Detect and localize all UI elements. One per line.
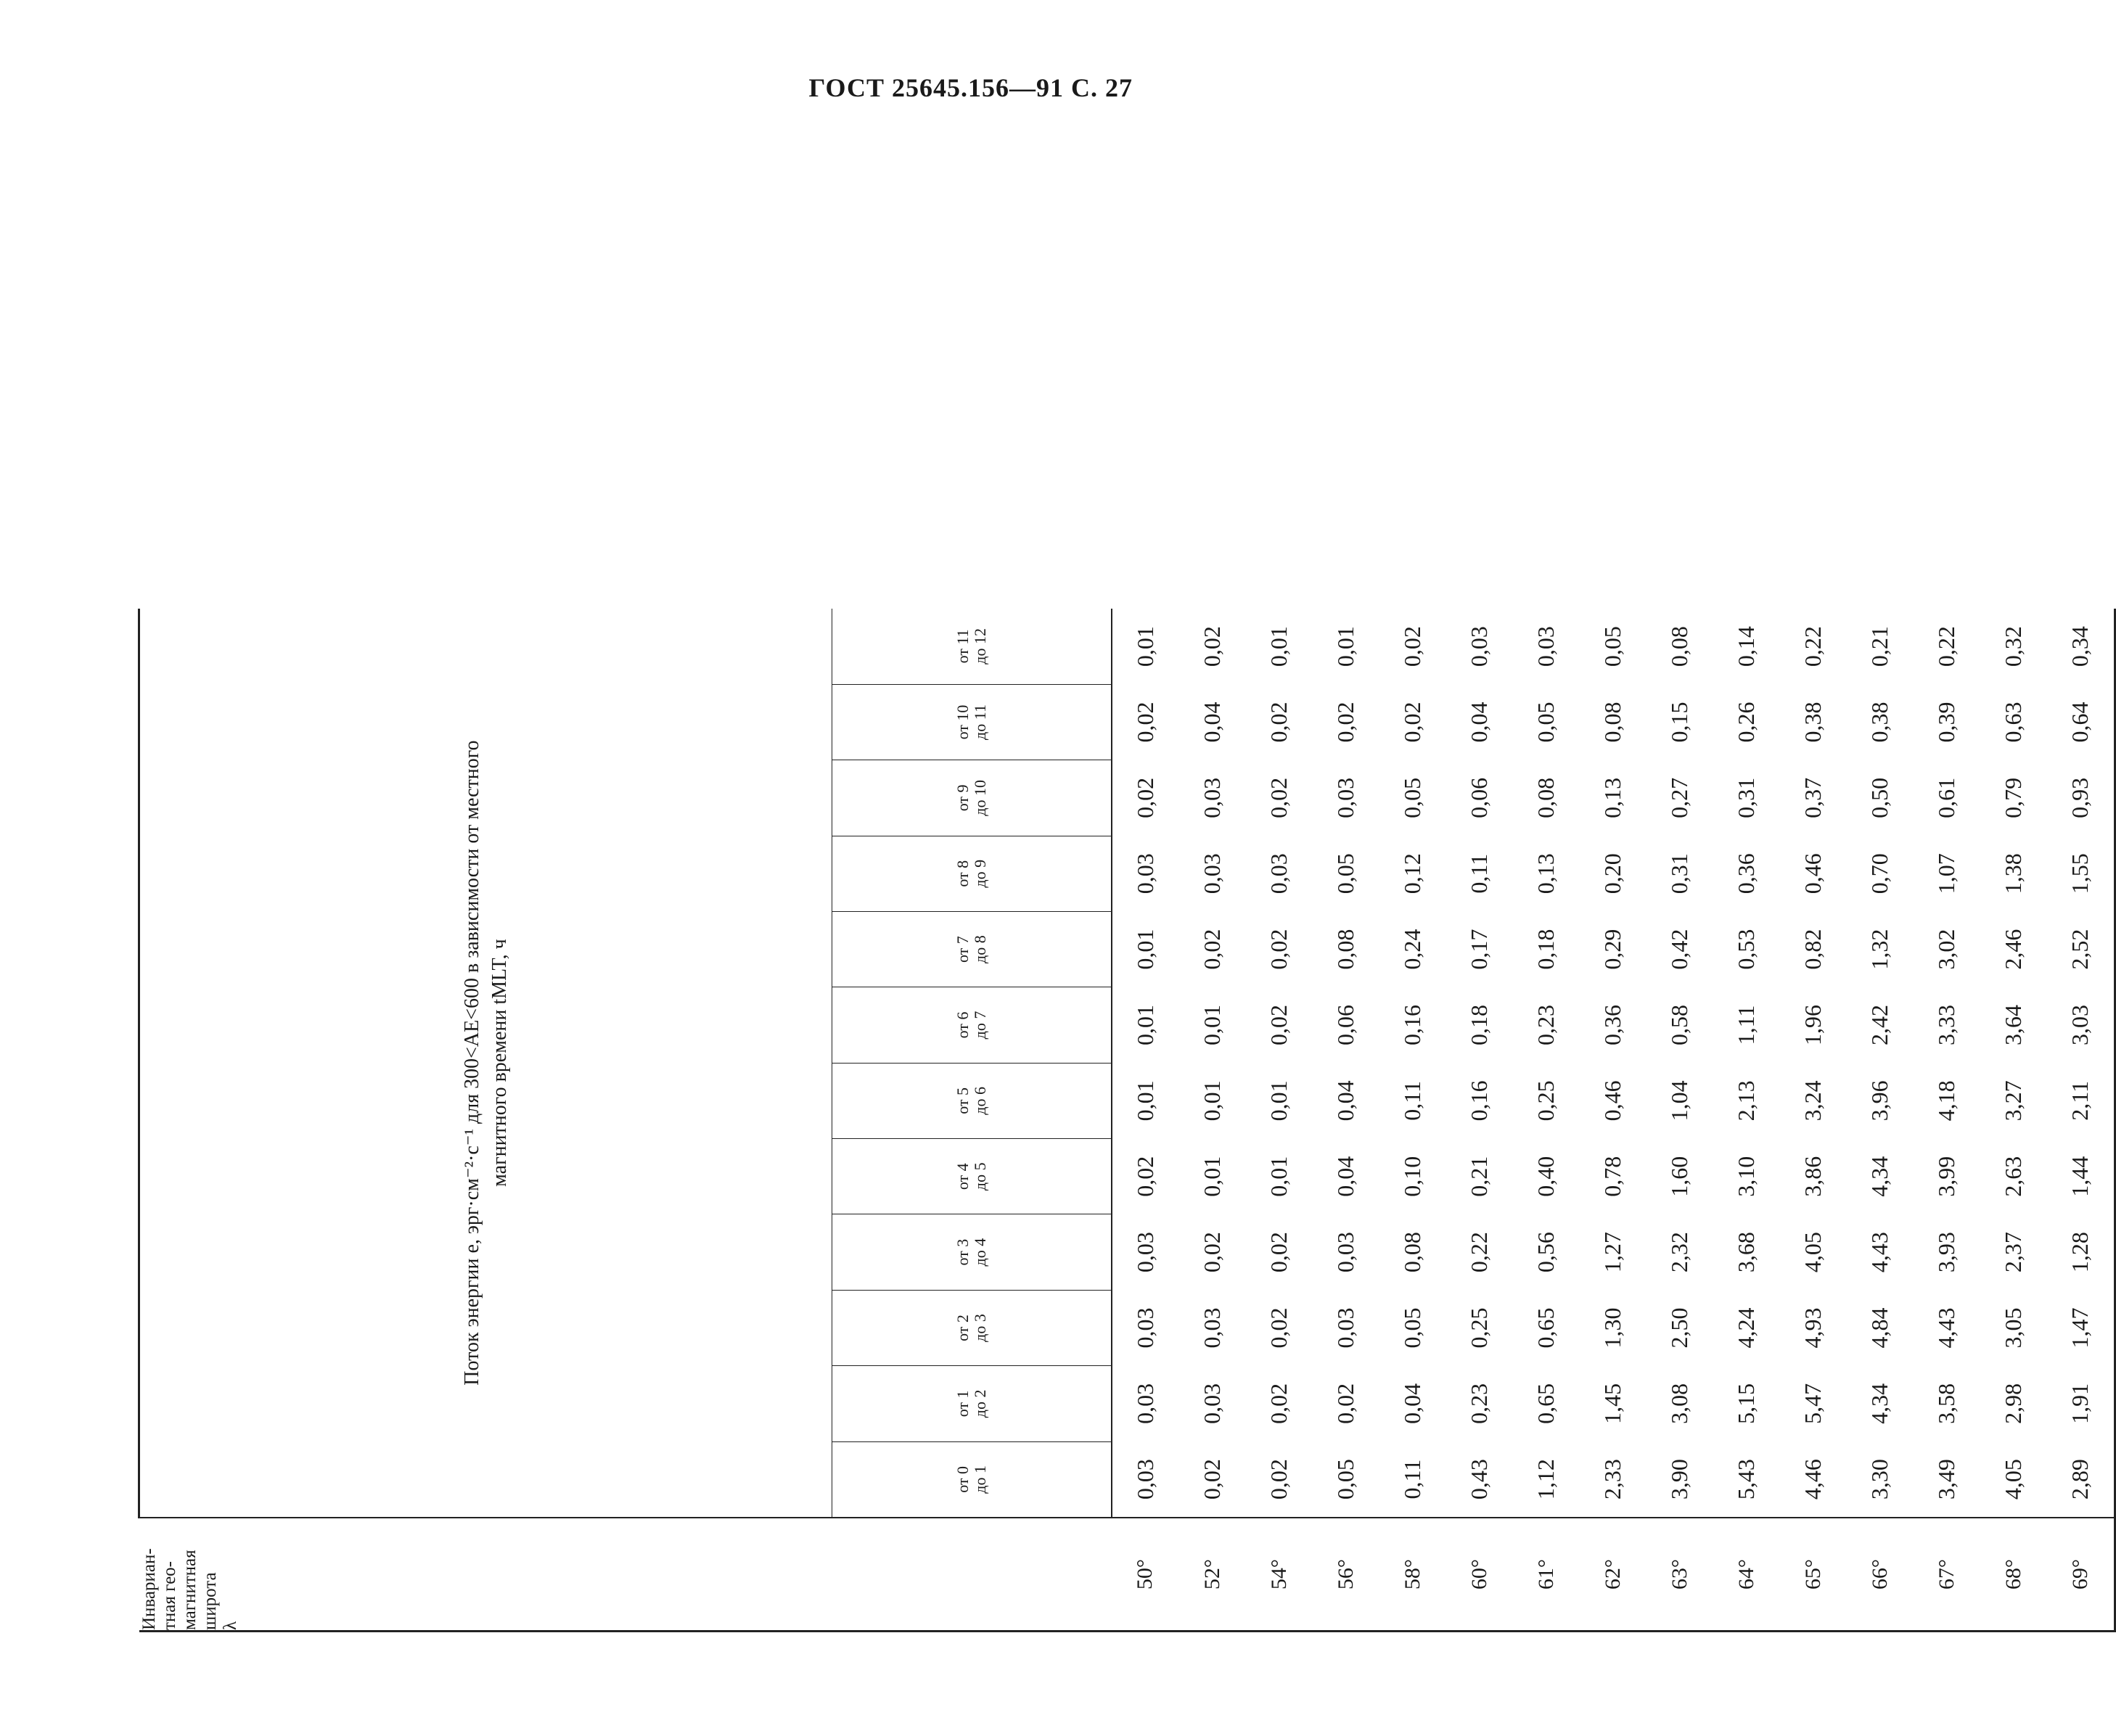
value-cell: 0,53 xyxy=(1733,929,1759,970)
column-header xyxy=(832,684,1112,760)
value-cell: 3,05 xyxy=(2000,1307,2026,1349)
latitude-cell: 54° xyxy=(1246,1518,1313,1631)
column-header-from: от 9 xyxy=(953,784,972,812)
value-cell: 4,34 xyxy=(1866,1383,1892,1424)
latitude-cell: 67° xyxy=(1914,1518,1980,1631)
value-cell: 2,50 xyxy=(1666,1307,1692,1349)
value-cell: 1,27 xyxy=(1599,1232,1625,1273)
value-cell: 0,03 xyxy=(1199,1383,1225,1424)
value-cell: 1,91 xyxy=(2047,1366,2115,1441)
value-cell: 3,64 xyxy=(2000,1004,2026,1045)
value-cell: 0,17 xyxy=(1466,929,1492,970)
latitude-cell: 64° xyxy=(1713,1518,1780,1631)
latitude-cell: 68° xyxy=(1980,1518,2047,1631)
value-cell: 0,08 xyxy=(1599,702,1625,743)
column-header-to: до 8 xyxy=(970,935,989,963)
column-header-from: от 5 xyxy=(953,1087,972,1114)
value-cell: 2,52 xyxy=(2047,911,2115,987)
value-cell: 0,03 xyxy=(1332,1307,1358,1349)
column-header xyxy=(832,987,1112,1063)
value-cell: 0,02 xyxy=(1332,1383,1358,1424)
value-cell: 0,25 xyxy=(1533,1080,1559,1122)
value-cell: 0,23 xyxy=(1533,1004,1559,1045)
latitude-cell: 58° xyxy=(1379,1518,1446,1631)
latitude-cell: 63° xyxy=(1647,1518,1713,1631)
value-cell: 0,36 xyxy=(1599,1004,1625,1045)
latitude-cell: 69° xyxy=(2047,1518,2115,1631)
value-cell: 3,24 xyxy=(1800,1080,1826,1122)
column-header-to: до 11 xyxy=(970,704,989,740)
value-cell: 0,26 xyxy=(1733,702,1759,743)
value-cell: 2,46 xyxy=(2000,929,2026,970)
column-header xyxy=(832,1441,1112,1518)
value-cell: 3,86 xyxy=(1800,1156,1826,1197)
flux-header-line1: Поток энергии e, эрг·см⁻²·с⁻¹ для 300<AE<600 в зависимости от местного xyxy=(460,740,483,1386)
value-cell: 0,06 xyxy=(1466,777,1492,818)
column-header-to: до 2 xyxy=(970,1389,989,1418)
value-cell: 0,04 xyxy=(1466,702,1492,743)
value-cell: 1,55 xyxy=(2047,836,2115,911)
value-cell: 1,45 xyxy=(1599,1383,1625,1424)
column-header-to: до 6 xyxy=(970,1087,989,1115)
row-header-line: магнитная xyxy=(179,1550,200,1630)
table-row xyxy=(1112,609,1179,1632)
value-cell: 0,03 xyxy=(1266,853,1292,894)
value-cell: 0,32 xyxy=(2000,626,2026,667)
value-cell: 1,96 xyxy=(1800,1004,1826,1045)
column-header xyxy=(832,1139,1112,1214)
column-header xyxy=(832,1290,1112,1365)
value-cell: 0,34 xyxy=(2047,609,2115,684)
table-row xyxy=(1179,609,1246,1632)
flux-header-cell xyxy=(139,609,832,1518)
value-cell: 1,32 xyxy=(1866,929,1892,970)
value-cell: 0,02 xyxy=(1266,702,1292,743)
value-cell: 0,05 xyxy=(1399,1307,1425,1349)
value-cell: 0,22 xyxy=(1466,1232,1492,1273)
header-row-top xyxy=(139,609,832,1632)
value-cell: 0,43 xyxy=(1466,1459,1492,1500)
value-cell: 0,21 xyxy=(1866,626,1892,667)
value-cell: 0,70 xyxy=(1866,853,1892,894)
value-cell: 0,05 xyxy=(1599,626,1625,667)
value-cell: 0,03 xyxy=(1533,626,1559,667)
value-cell: 1,38 xyxy=(2000,853,2026,894)
value-cell: 3,03 xyxy=(2047,987,2115,1063)
value-cell: 0,04 xyxy=(1199,702,1225,743)
value-cell: 3,30 xyxy=(1866,1459,1892,1500)
value-cell: 0,20 xyxy=(1599,853,1625,894)
value-cell: 0,25 xyxy=(1466,1307,1492,1349)
value-cell: 0,06 xyxy=(1332,1004,1358,1045)
column-header-from: от 2 xyxy=(953,1315,972,1341)
value-cell: 0,18 xyxy=(1466,1004,1492,1045)
value-cell: 4,24 xyxy=(1733,1307,1759,1349)
value-cell: 1,12 xyxy=(1533,1459,1559,1500)
value-cell: 0,02 xyxy=(1266,1459,1292,1500)
value-cell: 0,38 xyxy=(1866,702,1892,743)
value-cell: 0,61 xyxy=(1933,777,1959,818)
row-header-cell xyxy=(139,1518,1112,1631)
table-row xyxy=(2047,609,2115,1632)
value-cell: 0,02 xyxy=(1266,1232,1292,1273)
value-cell: 0,01 xyxy=(1266,1156,1292,1197)
value-cell: 3,49 xyxy=(1933,1459,1959,1500)
value-cell: 1,11 xyxy=(1733,1005,1759,1045)
row-header-line: тная гео- xyxy=(159,1561,179,1630)
column-header-to: до 12 xyxy=(970,628,989,665)
value-cell: 4,46 xyxy=(1800,1459,1826,1500)
latitude-cell: 62° xyxy=(1580,1518,1647,1631)
value-cell: 0,02 xyxy=(1199,1459,1225,1500)
rotated-table-container xyxy=(138,609,2116,1632)
value-cell: 0,02 xyxy=(1199,929,1225,970)
value-cell: 0,29 xyxy=(1599,929,1625,970)
value-cell: 0,15 xyxy=(1666,702,1692,743)
value-cell: 2,13 xyxy=(1733,1080,1759,1122)
latitude-cell: 66° xyxy=(1847,1518,1914,1631)
value-cell: 2,32 xyxy=(1666,1232,1692,1273)
value-cell: 2,11 xyxy=(2047,1063,2115,1138)
energy-flux-table xyxy=(138,609,2116,1632)
column-header-row xyxy=(832,609,1112,1632)
value-cell: 3,90 xyxy=(1666,1459,1692,1500)
value-cell: 0,02 xyxy=(1266,1307,1292,1349)
column-header-from: от 10 xyxy=(953,704,972,740)
latitude-cell: 52° xyxy=(1179,1518,1246,1631)
value-cell: 0,21 xyxy=(1466,1156,1492,1197)
value-cell: 0,03 xyxy=(1132,853,1158,894)
value-cell: 0,01 xyxy=(1199,1156,1225,1197)
value-cell: 0,01 xyxy=(1132,1080,1158,1122)
value-cell: 1,44 xyxy=(2047,1139,2115,1214)
column-header xyxy=(832,1214,1112,1290)
value-cell: 0,31 xyxy=(1733,777,1759,818)
value-cell: 1,04 xyxy=(1666,1080,1692,1122)
column-header-to: до 10 xyxy=(970,780,989,816)
column-header xyxy=(832,1063,1112,1138)
flux-header-line2: магнитного времени tMLT, ч xyxy=(488,939,511,1187)
value-cell: 2,89 xyxy=(2047,1441,2115,1518)
value-cell: 1,28 xyxy=(2047,1214,2115,1290)
value-cell: 3,33 xyxy=(1933,1004,1959,1045)
value-cell: 0,02 xyxy=(1266,1383,1292,1424)
column-header xyxy=(832,911,1112,987)
value-cell: 0,24 xyxy=(1399,929,1425,970)
column-header-to: до 7 xyxy=(970,1011,989,1040)
value-cell: 0,02 xyxy=(1266,777,1292,818)
value-cell: 0,02 xyxy=(1266,1004,1292,1045)
value-cell: 0,23 xyxy=(1466,1383,1492,1424)
value-cell: 0,82 xyxy=(1800,929,1826,970)
column-header-from: от 1 xyxy=(953,1390,972,1418)
value-cell: 0,22 xyxy=(1800,626,1826,667)
value-cell: 0,02 xyxy=(1132,777,1158,818)
value-cell: 3,99 xyxy=(1933,1156,1959,1197)
value-cell: 0,02 xyxy=(1399,626,1425,667)
value-cell: 0,27 xyxy=(1666,777,1692,818)
value-cell: 0,16 xyxy=(1466,1080,1492,1122)
value-cell: 0,03 xyxy=(1132,1383,1158,1424)
value-cell: 0,18 xyxy=(1533,929,1559,970)
page-header: ГОСТ 25645.156—91 С. 27 xyxy=(808,73,1133,102)
table-row xyxy=(1580,609,1647,1632)
latitude-cell: 60° xyxy=(1446,1518,1513,1631)
value-cell: 2,98 xyxy=(2000,1383,2026,1424)
value-cell: 0,01 xyxy=(1332,626,1358,667)
value-cell: 0,04 xyxy=(1332,1080,1358,1122)
value-cell: 0,11 xyxy=(1399,1080,1425,1121)
value-cell: 2,33 xyxy=(1599,1459,1625,1500)
value-cell: 0,03 xyxy=(1466,626,1492,667)
value-cell: 0,78 xyxy=(1599,1156,1625,1197)
value-cell: 0,46 xyxy=(1800,853,1826,894)
value-cell: 0,12 xyxy=(1399,853,1425,894)
row-header-line: широта xyxy=(200,1572,220,1630)
value-cell: 0,02 xyxy=(1266,929,1292,970)
value-cell: 0,63 xyxy=(2000,702,2026,743)
table-row xyxy=(1513,609,1580,1632)
value-cell: 0,05 xyxy=(1399,777,1425,818)
value-cell: 0,02 xyxy=(1199,626,1225,667)
value-cell: 1,60 xyxy=(1666,1156,1692,1197)
value-cell: 0,03 xyxy=(1132,1459,1158,1500)
value-cell: 0,03 xyxy=(1332,777,1358,818)
value-cell: 0,02 xyxy=(1132,1156,1158,1197)
value-cell: 0,08 xyxy=(1533,777,1559,818)
column-header-to: до 3 xyxy=(970,1314,989,1342)
value-cell: 3,02 xyxy=(1933,929,1959,970)
value-cell: 4,43 xyxy=(1866,1232,1892,1273)
value-cell: 0,16 xyxy=(1399,1004,1425,1045)
value-cell: 0,05 xyxy=(1332,853,1358,894)
value-cell: 0,05 xyxy=(1332,1459,1358,1500)
column-header-from: от 8 xyxy=(953,860,972,887)
value-cell: 0,58 xyxy=(1666,1004,1692,1045)
value-cell: 0,11 xyxy=(1466,853,1492,894)
latitude-cell: 61° xyxy=(1513,1518,1580,1631)
column-header-from: от 11 xyxy=(953,629,972,664)
column-header xyxy=(832,609,1112,684)
value-cell: 0,03 xyxy=(1132,1307,1158,1349)
value-cell: 2,42 xyxy=(1866,1004,1892,1045)
value-cell: 0,01 xyxy=(1132,1004,1158,1045)
value-cell: 0,08 xyxy=(1399,1232,1425,1273)
value-cell: 0,02 xyxy=(1332,702,1358,743)
column-header-to: до 4 xyxy=(970,1238,989,1267)
column-header-from: от 4 xyxy=(953,1163,972,1190)
column-header-from: от 3 xyxy=(953,1238,972,1266)
value-cell: 0,36 xyxy=(1733,853,1759,894)
table-row xyxy=(1980,609,2047,1632)
column-header-to: до 1 xyxy=(970,1465,989,1494)
value-cell: 3,08 xyxy=(1666,1383,1692,1424)
value-cell: 0,22 xyxy=(1933,626,1959,667)
value-cell: 1,07 xyxy=(1933,853,1959,894)
value-cell: 0,01 xyxy=(1199,1004,1225,1045)
latitude-cell: 56° xyxy=(1313,1518,1379,1631)
value-cell: 3,58 xyxy=(1933,1383,1959,1424)
value-cell: 0,42 xyxy=(1666,929,1692,970)
value-cell: 0,11 xyxy=(1399,1459,1425,1500)
row-header-line: Инвариан- xyxy=(139,1548,159,1630)
value-cell: 0,04 xyxy=(1332,1156,1358,1197)
value-cell: 2,37 xyxy=(2000,1232,2026,1273)
value-cell: 0,50 xyxy=(1866,777,1892,818)
latitude-cell: 65° xyxy=(1780,1518,1847,1631)
table-row xyxy=(1647,609,1713,1632)
value-cell: 0,01 xyxy=(1132,626,1158,667)
value-cell: 3,27 xyxy=(2000,1080,2026,1122)
value-cell: 3,10 xyxy=(1733,1156,1759,1197)
table-row xyxy=(1780,609,1847,1632)
value-cell: 0,08 xyxy=(1332,929,1358,970)
value-cell: 0,01 xyxy=(1132,929,1158,970)
value-cell: 0,93 xyxy=(2047,760,2115,836)
value-cell: 0,56 xyxy=(1533,1232,1559,1273)
value-cell: 0,02 xyxy=(1199,1232,1225,1273)
table-row xyxy=(1713,609,1780,1632)
column-header-from: от 6 xyxy=(953,1011,972,1039)
value-cell: 0,02 xyxy=(1399,702,1425,743)
value-cell: 4,84 xyxy=(1866,1307,1892,1349)
value-cell: 0,14 xyxy=(1733,626,1759,667)
value-cell: 5,43 xyxy=(1733,1459,1759,1500)
value-cell: 0,03 xyxy=(1332,1232,1358,1273)
column-header-from: от 0 xyxy=(953,1465,972,1493)
value-cell: 0,65 xyxy=(1533,1307,1559,1349)
value-cell: 0,01 xyxy=(1266,626,1292,667)
table-body xyxy=(1112,609,2115,1632)
value-cell: 0,01 xyxy=(1199,1080,1225,1122)
value-cell: 4,05 xyxy=(2000,1459,2026,1500)
value-cell: 4,05 xyxy=(1800,1232,1826,1273)
value-cell: 0,79 xyxy=(2000,777,2026,818)
table-row xyxy=(1313,609,1379,1632)
latitude-cell: 50° xyxy=(1112,1518,1179,1631)
value-cell: 5,15 xyxy=(1733,1383,1759,1424)
value-cell: 0,04 xyxy=(1399,1383,1425,1424)
value-cell: 0,08 xyxy=(1666,626,1692,667)
value-cell: 0,31 xyxy=(1666,853,1692,894)
table-row xyxy=(1914,609,1980,1632)
value-cell: 0,64 xyxy=(2047,684,2115,760)
value-cell: 0,65 xyxy=(1533,1383,1559,1424)
value-cell: 3,68 xyxy=(1733,1232,1759,1273)
value-cell: 3,96 xyxy=(1866,1080,1892,1122)
value-cell: 4,34 xyxy=(1866,1156,1892,1197)
value-cell: 0,13 xyxy=(1599,777,1625,818)
column-header-to: до 9 xyxy=(970,859,989,888)
column-header-from: от 7 xyxy=(953,936,972,963)
table-row xyxy=(1379,609,1446,1632)
value-cell: 1,47 xyxy=(2047,1290,2115,1365)
value-cell: 0,40 xyxy=(1533,1156,1559,1197)
column-header xyxy=(832,760,1112,836)
value-cell: 0,05 xyxy=(1533,702,1559,743)
value-cell: 0,10 xyxy=(1399,1156,1425,1197)
value-cell: 0,03 xyxy=(1132,1232,1158,1273)
value-cell: 5,47 xyxy=(1800,1383,1826,1424)
value-cell: 0,02 xyxy=(1132,702,1158,743)
value-cell: 0,13 xyxy=(1533,853,1559,894)
value-cell: 1,30 xyxy=(1599,1307,1625,1349)
column-header xyxy=(832,836,1112,911)
value-cell: 0,03 xyxy=(1199,853,1225,894)
value-cell: 3,93 xyxy=(1933,1232,1959,1273)
table-row xyxy=(1446,609,1513,1632)
value-cell: 0,03 xyxy=(1199,777,1225,818)
column-header-to: до 5 xyxy=(970,1162,989,1191)
table-row xyxy=(1246,609,1313,1632)
row-header-line: λ xyxy=(220,1621,240,1630)
value-cell: 0,46 xyxy=(1599,1080,1625,1122)
value-cell: 0,01 xyxy=(1266,1080,1292,1122)
value-cell: 0,38 xyxy=(1800,702,1826,743)
table-row xyxy=(1847,609,1914,1632)
value-cell: 0,39 xyxy=(1933,702,1959,743)
value-cell: 2,63 xyxy=(2000,1156,2026,1197)
value-cell: 0,37 xyxy=(1800,777,1826,818)
value-cell: 4,18 xyxy=(1933,1080,1959,1122)
value-cell: 0,03 xyxy=(1199,1307,1225,1349)
value-cell: 4,93 xyxy=(1800,1307,1826,1349)
column-header xyxy=(832,1366,1112,1441)
value-cell: 4,43 xyxy=(1933,1307,1959,1349)
